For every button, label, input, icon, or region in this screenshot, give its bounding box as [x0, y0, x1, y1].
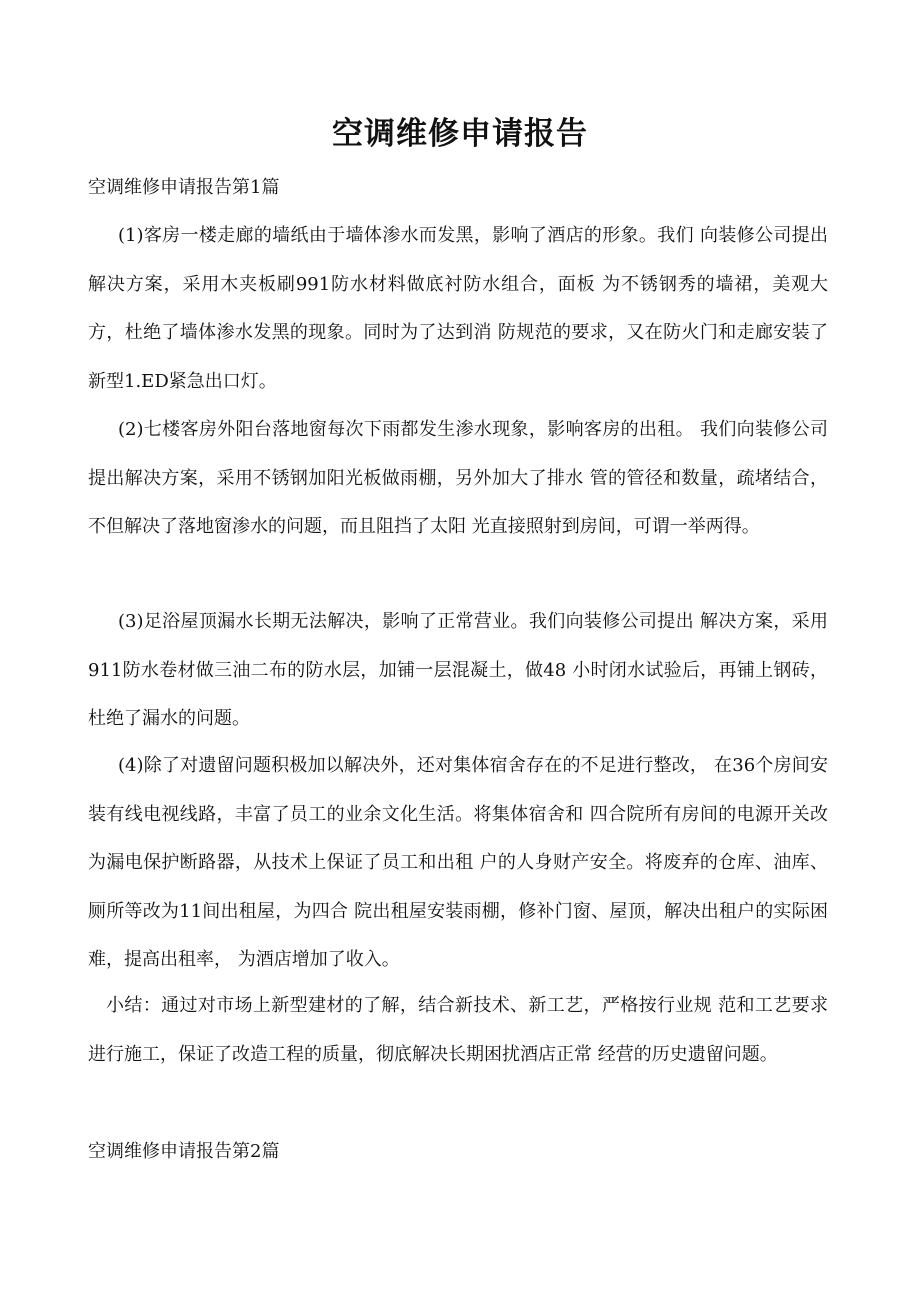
section-heading-2: 空调维修申请报告第2篇: [88, 1141, 280, 1162]
summary-paragraph: 小结：通过对市场上新型建材的了解，结合新技术、新工艺，严格按行业规 范和工艺要求进行施工，保证了改造工程的质量，彻底解决长期困扰酒店正常 经营的历史遗留问题。: [88, 995, 828, 1065]
paragraph-3: (3)足浴屋顶漏水长期无法解决，影响了正常营业。我们向装修公司提出 解决方案，采用911防水卷材做三油二布的防水层，加铺一层混凝土，做48 小时闭水试验后，再铺上钢砖，杜绝了漏水的问题。: [88, 611, 828, 729]
paragraph-4: (4)除了对遗留问题积极加以解决外，还对集体宿舍存在的不足进行整改， 在36个房间安装有线电视线路，丰富了员工的业余文化生活。将集体宿舍和 四合院所有房间的电源开关改为漏电保护断路器，从技术上保证了员工和出租 户的人身财产安全。将废弃的仓库、油库、厕所等改为11间出租屋，为四合 院出租屋安装雨棚，修补门窗、屋顶，解决出租户的实际困难，提高出租率， 为酒店增加了收入。: [88, 755, 828, 970]
paragraph-1: (1)客房一楼走廊的墙纸由于墙体渗水而发黑，影响了酒店的形象。我们 向装修公司提出解决方案，采用木夹板刷991防水材料做底衬防水组合，面板 为不锈钢秀的墙裙，美观大方，杜绝了墙体渗水发黑的现象。同时为了达到消 防规范的要求，又在防火门和走廊安装了新型1.ED紧急出口灯。: [88, 225, 828, 392]
paragraph-2: (2)七楼客房外阳台落地窗每次下雨都发生渗水现象，影响客房的出租。 我们向装修公司提出解决方案，采用不锈钢加阳光板做雨棚，另外加大了排水 管的管径和数量，疏堵结合，不但解决了落地窗渗水的问题，而且阻挡了太阳 光直接照射到房间，可谓一举两得。: [88, 419, 828, 537]
document-title: 空调维修申请报告: [332, 116, 588, 152]
section-heading-1: 空调维修申请报告第1篇: [88, 177, 280, 198]
